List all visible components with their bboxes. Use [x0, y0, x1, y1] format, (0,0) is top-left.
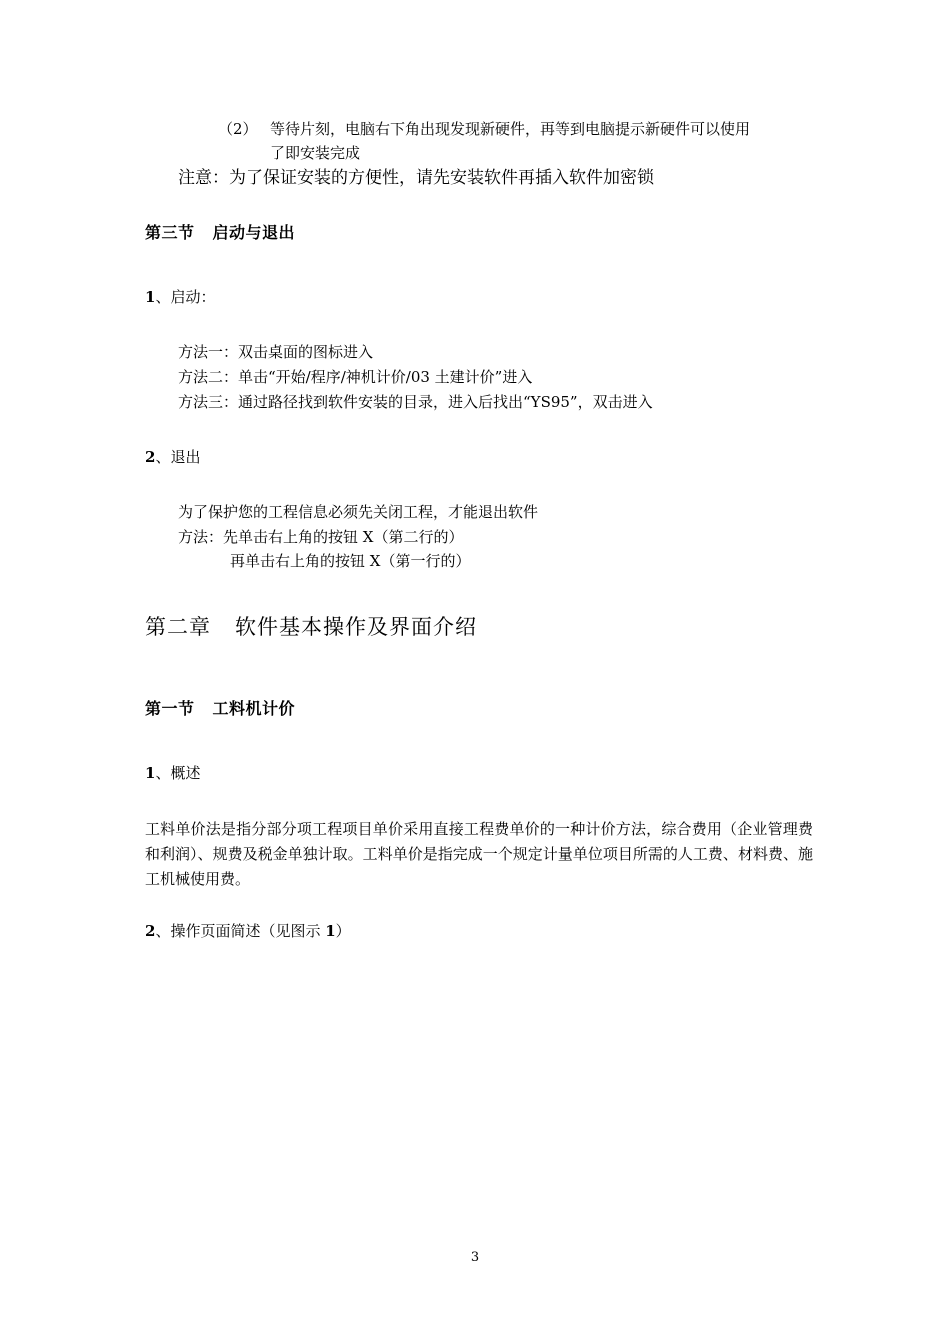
chapter-number: 第二章 — [145, 615, 211, 639]
start-method-2: 方法二：单击“开始/程序/神机计价/03 土建计价”进入 — [178, 368, 533, 386]
exit-line-3: 再单击右上角的按钮 X（第一行的） — [230, 552, 471, 570]
subheading-overview — [145, 762, 200, 784]
start-method-3: 方法三：通过路径找到软件安装的目录，进入后找出“YS95”，双击进入 — [178, 393, 653, 411]
chapter-title: 软件基本操作及界面介绍 — [235, 615, 477, 639]
section-title: 启动与退出 — [212, 223, 296, 242]
subheading-operation — [145, 920, 351, 942]
section-heading-1 — [145, 696, 295, 719]
start-method-1: 方法一：双击桌面的图标进入 — [178, 343, 374, 361]
exit-line-2: 方法：先单击右上角的按钮 X（第二行的） — [178, 528, 464, 546]
figure-number: 1 — [325, 922, 336, 940]
section-heading-3 — [145, 220, 295, 243]
step-marker: （2） — [218, 120, 258, 138]
exit-line-1: 为了保护您的工程信息必须先关闭工程，才能退出软件 — [178, 503, 539, 521]
step-2-line-2: 了即安装完成 — [270, 144, 361, 162]
chapter-heading-2 — [145, 611, 477, 641]
subheading-number: 1 — [145, 764, 156, 782]
subheading-close: ） — [335, 922, 351, 940]
section-number: 第三节 — [145, 223, 195, 242]
page-number: 3 — [470, 1250, 480, 1265]
subheading-start — [145, 286, 215, 308]
subheading-title: 、启动： — [155, 288, 216, 306]
step-item-2 — [218, 118, 258, 140]
section-title: 工料机计价 — [212, 699, 296, 718]
subheading-title: 、概述 — [155, 764, 201, 782]
step-2-line-1: 等待片刻，电脑右下角出现发现新硬件，再等到电脑提示新硬件可以使用 — [270, 120, 751, 138]
subheading-title: 、退出 — [155, 448, 201, 466]
subheading-number: 2 — [145, 448, 156, 466]
install-note: 注意：为了保证安装的方便性，请先安装软件再插入软件加密锁 — [178, 168, 654, 188]
subheading-exit — [145, 446, 200, 468]
overview-paragraph: 工料单价法是指分部分项工程项目单价采用直接工程费单价的一种计价方法，综合费用（企业管理费和利润）、规费及税金单独计取。工料单价是指完成一个规定计量单位项目所需的人工费、材料费、施工机械使用费。 — [145, 820, 813, 888]
subheading-number: 2 — [145, 922, 156, 940]
section-number: 第一节 — [145, 699, 195, 718]
subheading-number: 1 — [145, 288, 156, 306]
subheading-title: 、操作页面简述（见图示 — [155, 922, 326, 940]
